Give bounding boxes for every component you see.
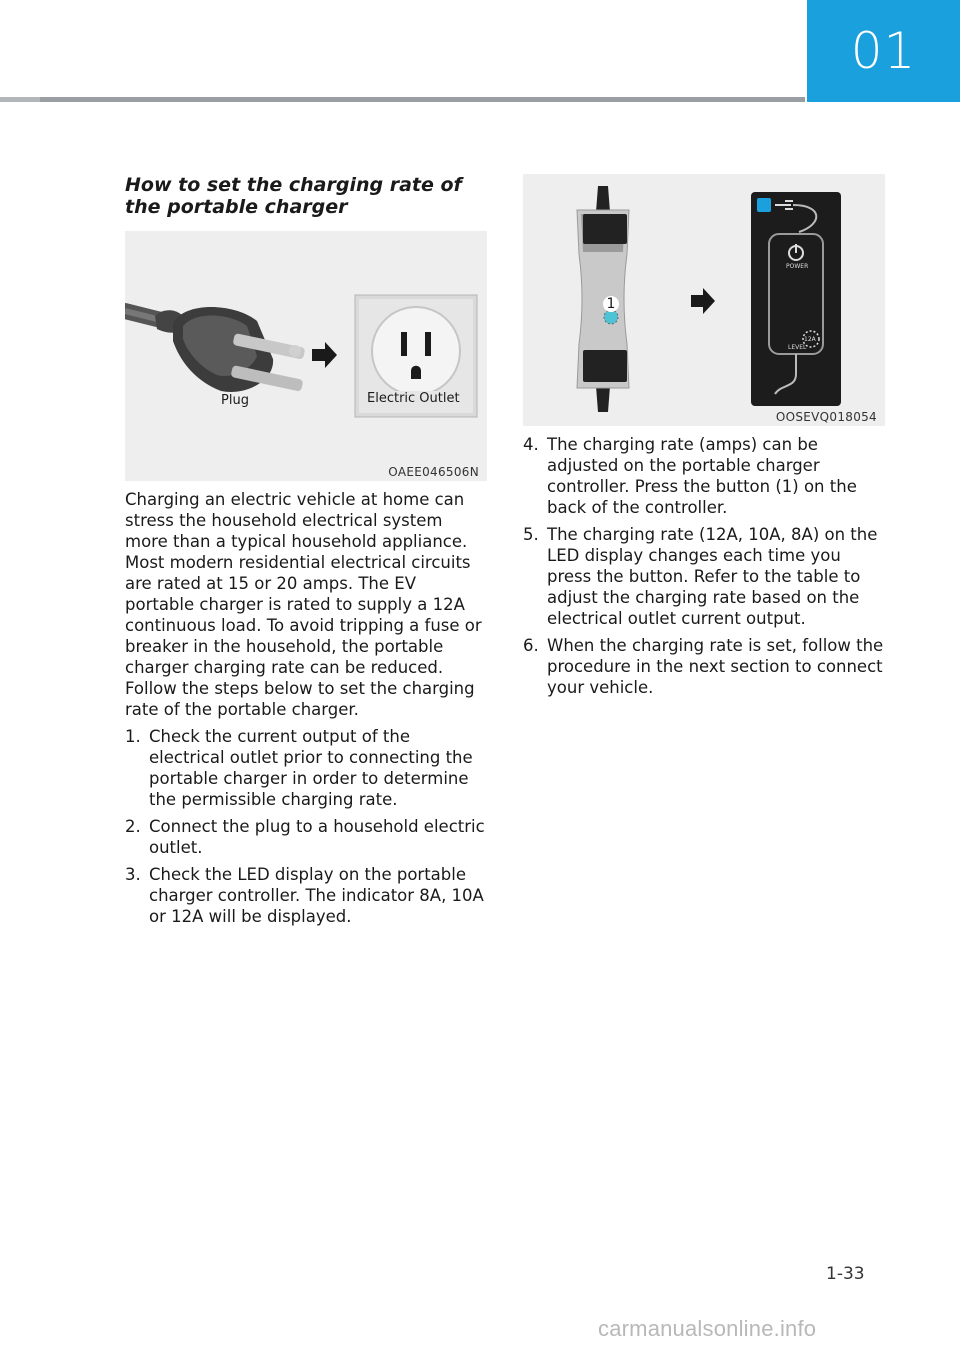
plug-label: Plug [221, 393, 249, 408]
watermark: carmanualsonline.info [598, 1316, 817, 1341]
arrow-icon [312, 342, 337, 368]
left-column [125, 174, 487, 933]
step-number: 6. [523, 636, 539, 655]
step-text: The charging rate (amps) can be adjusted on the portable charger controller. Press the button (1) on the back of the controller. [547, 435, 857, 517]
page-number: 1-33 [826, 1264, 865, 1284]
step-number: 2. [125, 817, 141, 836]
plug-body [173, 307, 305, 392]
level-value: 12A [804, 336, 816, 343]
step-number: 1. [125, 727, 141, 746]
arrow-icon [691, 288, 715, 314]
right-column [523, 174, 885, 704]
chapter-number: 01 [850, 22, 917, 80]
step-text: When the charging rate is set, follow the procedure in the next section to connect your vehicle. [547, 636, 884, 697]
step-number: 5. [523, 525, 539, 544]
step-text: The charging rate (12A, 10A, 8A) on the LED display changes each time you press the button. Refer to the table to adjust the charging rate based on the electrical outlet current output. [547, 525, 878, 628]
list-item [125, 726, 487, 810]
level-label: LEVEL [788, 344, 807, 351]
list-item [125, 816, 487, 858]
figure-code: OAEE046506N [388, 465, 479, 479]
power-label: POWER [786, 263, 809, 270]
section-title: How to set the charging rate of the portable charger [125, 174, 462, 218]
step-text: Check the current output of the electrical outlet prior to connecting the portable charger in order to determine the permissible charging rate. [149, 727, 473, 809]
controller-back [577, 186, 629, 412]
list-item [125, 864, 487, 927]
figure-plug-outlet [125, 231, 487, 481]
steps-list-left [125, 726, 487, 927]
intro-paragraph: Charging an electric vehicle at home can stress the household electrical system more than a typical household appliance. Most modern residential electrical circuits are rated at 15 or 20 amps. The EV portable charger is rated to supply a 12A continuous load. To avoid tripping a fuse or breaker in the household, the portable charger charging rate can be reduced. Follow the steps below to set the charging rate of the portable charger. [125, 490, 482, 719]
callout-number: 1 [603, 296, 619, 312]
chapter-tab [807, 0, 960, 102]
plug-outlet-illustration [125, 231, 487, 481]
list-item [523, 434, 885, 518]
step-number: 3. [125, 865, 141, 884]
header-rule-start [0, 97, 40, 102]
figure-charger-controller [523, 174, 885, 426]
list-item [523, 635, 885, 698]
step-text: Connect the plug to a household electric outlet. [149, 817, 485, 857]
outlet-label: Electric Outlet [367, 391, 460, 406]
controller-front [751, 192, 841, 406]
figure-code: OOSEVQ018054 [775, 410, 877, 424]
step-number: 4. [523, 435, 539, 454]
steps-list-right [523, 434, 885, 698]
header-rule [0, 97, 805, 102]
list-item [523, 524, 885, 629]
step-text: Check the LED display on the portable charger controller. The indicator 8A, 10A or 12A will be displayed. [149, 865, 484, 926]
charger-controller-illustration [523, 174, 885, 426]
